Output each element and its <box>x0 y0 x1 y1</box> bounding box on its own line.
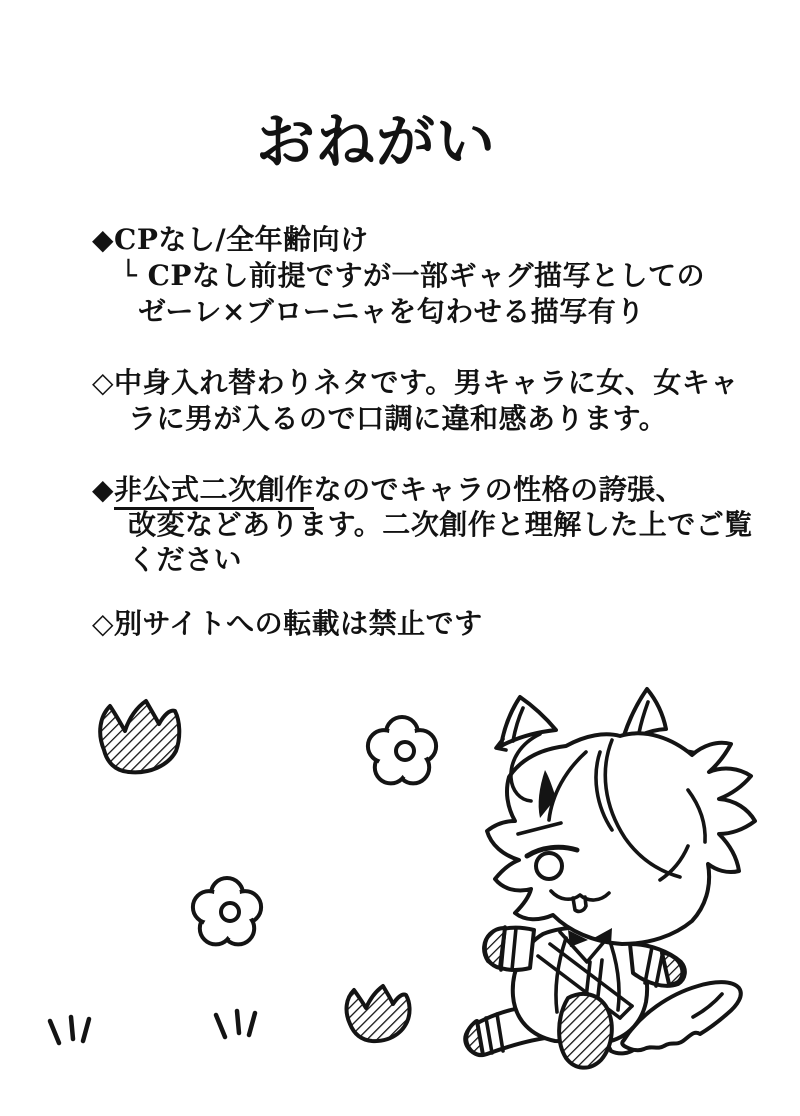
page-title: おねがい <box>255 107 496 176</box>
grass-ticks-icon <box>216 1011 255 1037</box>
eye <box>536 853 562 879</box>
hatched-cloth <box>559 994 612 1068</box>
notice-line: ラに男が入るので口調に違和感あります。 <box>128 402 668 435</box>
flower-doodle-icon <box>368 717 436 783</box>
notice-line: ください <box>128 543 243 576</box>
notice-line: ◇中身入れ替わりネタです。男キャラに女、女キャ <box>92 366 739 399</box>
head <box>487 733 755 944</box>
underlined-term: 非公式二次創作 <box>114 473 314 510</box>
chibi-wolf-character <box>465 689 755 1068</box>
notice-no-repost <box>92 606 483 642</box>
notice-unofficial-fanwork <box>92 472 753 577</box>
notice-line: └ CPなし前提ですが一部ギャグ描写としての <box>120 259 705 292</box>
tulip-doodle-icon <box>347 986 410 1041</box>
bullet-marker: ◆ <box>92 473 115 506</box>
tulip-doodle-icon <box>100 701 179 772</box>
notice-text: なのでキャラの性格の誇張、 <box>313 473 685 506</box>
flower-doodle-icon <box>193 878 261 944</box>
notice-line <box>92 472 753 507</box>
notice-cp-free <box>92 222 705 330</box>
notice-line: ゼーレ×ブローニャを匂わせる描写有り <box>138 295 645 328</box>
notice-line: ◆CPなし/全年齢向け <box>92 223 369 256</box>
grass-ticks-icon <box>50 1017 89 1043</box>
notice-line: ◇別サイトへの転載は禁止です <box>92 607 483 640</box>
notice-body-swap <box>92 365 739 437</box>
notice-line: 改変などあります。二次創作と理解した上でご覧 <box>128 508 753 541</box>
